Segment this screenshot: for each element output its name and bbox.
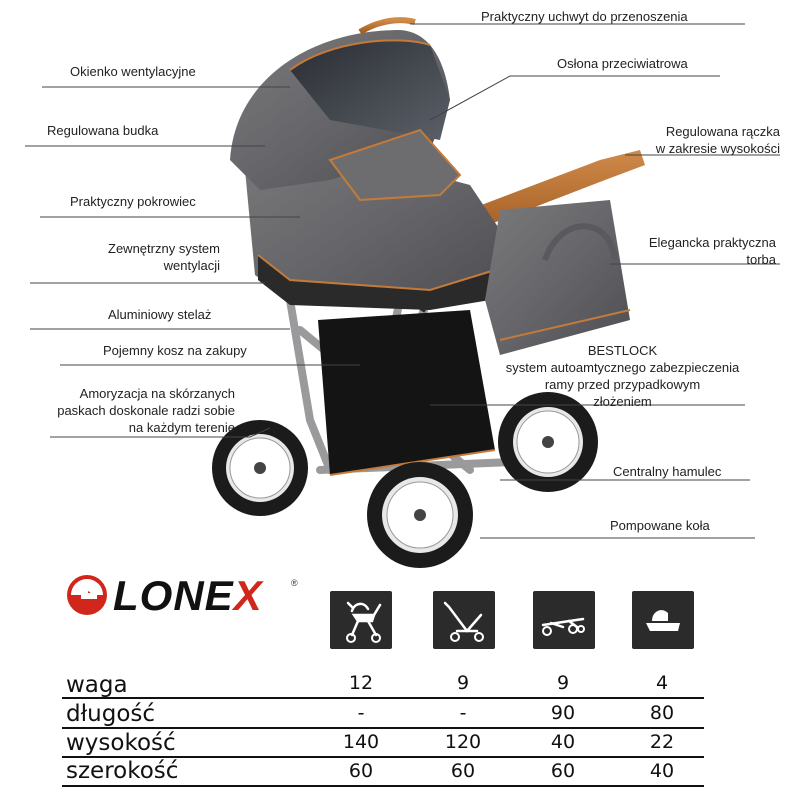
label-bestlock-line2: system autoamtycznego zabezpieczenia <box>505 360 740 375</box>
brand-name <box>113 572 263 620</box>
label-basket: Pojemny kosz na zakupy <box>103 343 247 358</box>
label-bestlock-line4: złożeniem <box>593 394 652 409</box>
stroller-frame-icon <box>433 591 495 649</box>
label-wheels: Pompowane koła <box>610 518 710 533</box>
stroller-full-icon <box>330 591 392 649</box>
mode-stroller-frame <box>433 591 495 649</box>
spec-cell: 4 <box>655 672 669 694</box>
label-suspension-line1: Amoryzacja na skórzanych <box>79 386 235 401</box>
spec-label-height: wysokość <box>66 730 176 756</box>
spec-cell: 120 <box>444 731 482 753</box>
spec-cell: 12 <box>348 672 374 694</box>
mode-carrycot <box>632 591 694 649</box>
spec-cell: 40 <box>649 760 675 782</box>
spec-cell: 90 <box>550 702 576 724</box>
carrycot-icon <box>632 591 694 649</box>
table-row-divider <box>62 785 704 787</box>
label-bestlock-line1: BESTLOCK <box>587 343 658 358</box>
spec-label-weight: waga <box>66 672 128 698</box>
mode-stroller-full <box>330 591 392 649</box>
label-bag-line1: Elegancka praktyczna <box>648 235 776 250</box>
mode-chassis-folded <box>533 591 595 649</box>
table-row-divider <box>62 727 704 729</box>
registered-mark: ® <box>291 578 298 588</box>
label-adjustable-hood: Regulowana budka <box>47 123 159 138</box>
spec-cell: - <box>459 702 467 724</box>
label-brake: Centralny hamulec <box>613 464 722 479</box>
spec-label-width: szerokość <box>66 758 179 784</box>
label-adjustable-handle <box>600 123 780 157</box>
spec-cell: 140 <box>342 731 380 753</box>
spec-cell: 9 <box>556 672 570 694</box>
label-frame: Aluminiowy stelaż <box>108 307 212 322</box>
spec-cell: 9 <box>456 672 470 694</box>
label-carry-handle: Praktyczny uchwyt do przenoszenia <box>481 9 688 24</box>
spec-cell: 40 <box>550 731 576 753</box>
label-bag <box>600 234 776 268</box>
label-suspension <box>40 385 235 436</box>
label-bag-line2: torba <box>746 252 776 267</box>
label-bestlock <box>490 342 755 410</box>
label-external-vent <box>60 240 220 274</box>
logo-mark-icon <box>65 573 109 617</box>
table-row-divider <box>62 697 704 699</box>
brand-name-b: X <box>233 572 263 619</box>
spec-cell: 60 <box>450 760 476 782</box>
label-external-vent-line2: wentylacji <box>163 258 220 273</box>
label-vent-window: Okienko wentylacyjne <box>70 64 196 79</box>
spec-cell: 22 <box>649 731 675 753</box>
label-wind-cover: Osłona przeciwiatrowa <box>557 56 688 71</box>
spec-cell: 60 <box>348 760 374 782</box>
label-external-vent-line1: Zewnętrzny system <box>108 241 220 256</box>
brand-logo <box>65 570 305 620</box>
spec-label-length: długość <box>66 701 156 727</box>
label-suspension-line2: paskach doskonale radzi sobie <box>57 403 235 418</box>
label-suspension-line3: na każdym terenie <box>128 420 235 435</box>
brand-name-a: LONE <box>113 572 234 619</box>
label-cover: Praktyczny pokrowiec <box>70 194 196 209</box>
label-adjustable-handle-line1: Regulowana rączka <box>665 124 780 139</box>
label-bestlock-line3: ramy przed przypadkowym <box>544 377 701 392</box>
spec-cell: 80 <box>649 702 675 724</box>
chassis-folded-icon <box>533 591 595 649</box>
spec-cell: 60 <box>550 760 576 782</box>
spec-cell: - <box>357 702 365 724</box>
label-adjustable-handle-line2: w zakresie wysokości <box>655 141 780 156</box>
